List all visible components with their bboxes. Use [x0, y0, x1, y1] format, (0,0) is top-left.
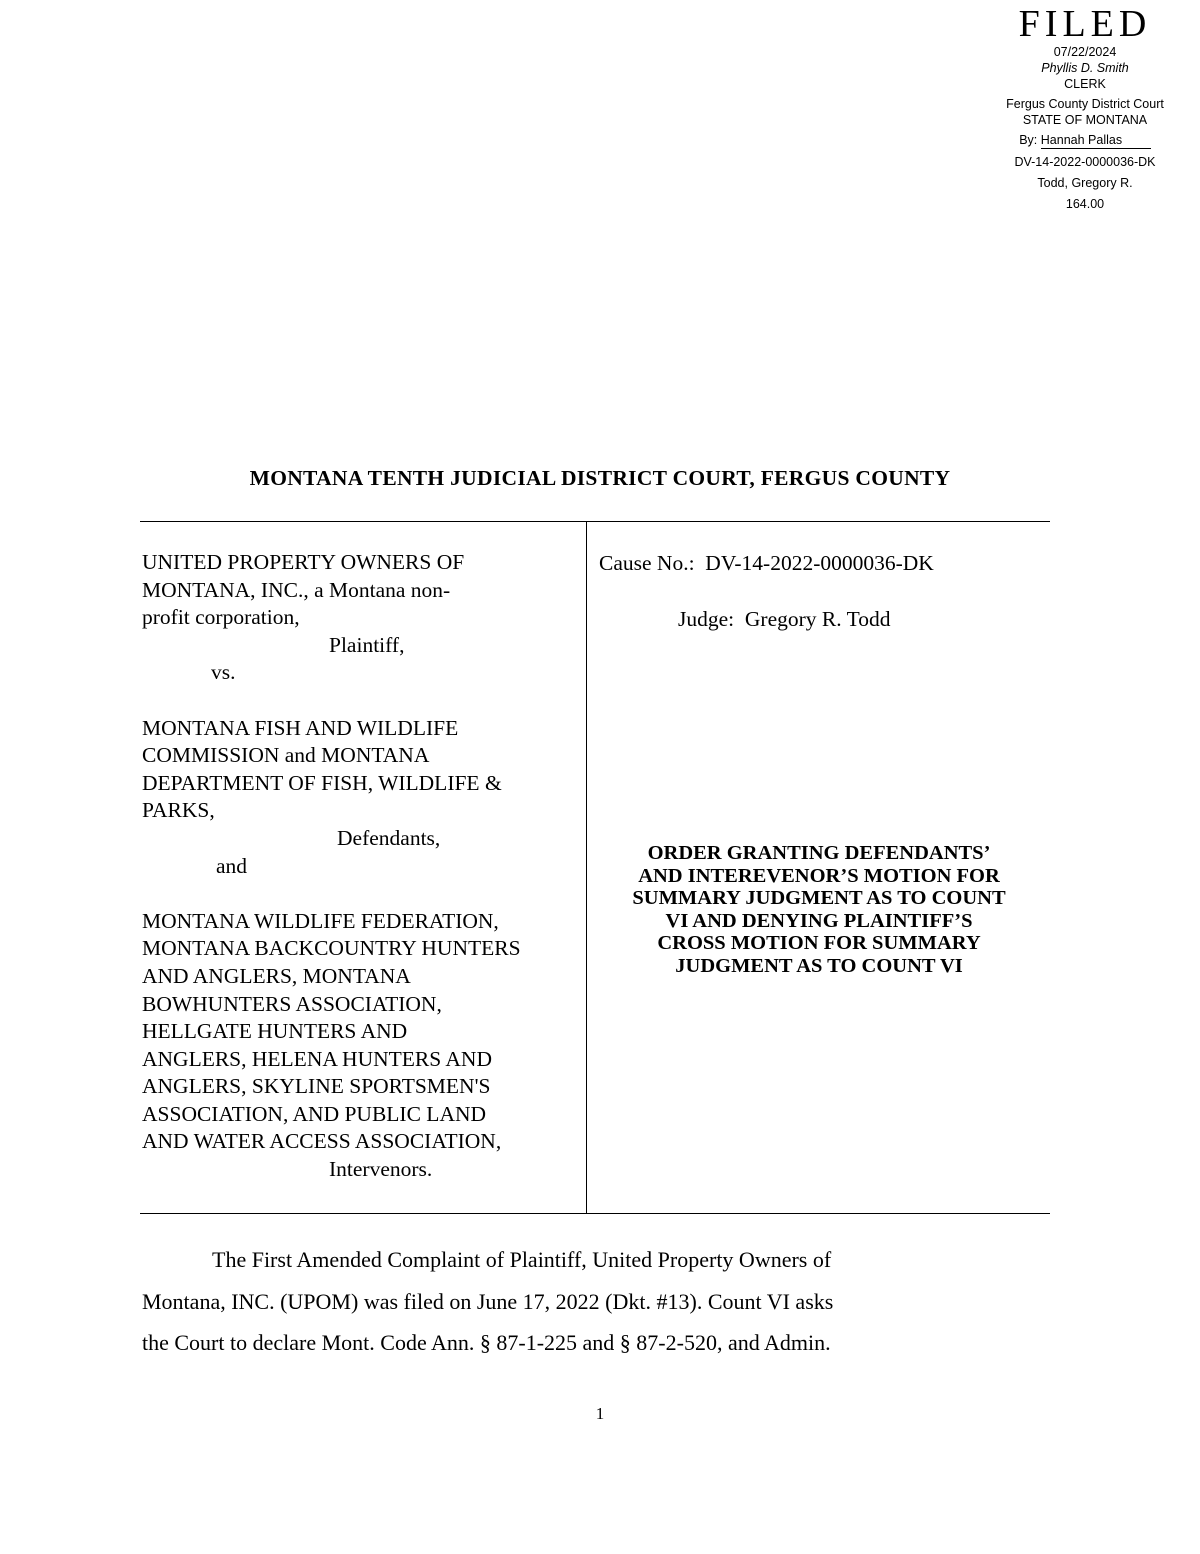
body-line: the Court to declare Mont. Code Ann. § 87-1-225 and § 87-2-520, and Admin.: [142, 1330, 831, 1355]
order-title-line: JUDGMENT AS TO COUNT VI: [675, 954, 963, 977]
defendant-line: PARKS,: [142, 798, 215, 823]
stamp-court: Fergus County District Court: [1006, 97, 1164, 111]
filed-heading: FILED: [1018, 3, 1152, 45]
intervenor-line: MONTANA BACKCOUNTRY HUNTERS: [142, 936, 521, 961]
intervenor-line: BOWHUNTERS ASSOCIATION,: [142, 991, 442, 1016]
cause-number-line: [599, 549, 1049, 577]
defendant-line: COMMISSION and MONTANA: [142, 743, 430, 768]
court-title: MONTANA TENTH JUDICIAL DISTRICT COURT, FERGUS COUNTY: [249, 466, 951, 490]
intervenor-line: ANGLERS, SKYLINE SPORTSMEN'S: [142, 1074, 491, 1099]
plaintiff-role: Plaintiff,: [329, 632, 405, 657]
judge-line: [678, 605, 891, 633]
order-title-line: AND INTEREVENOR’S MOTION FOR: [638, 864, 1000, 887]
order-title-line: VI AND DENYING PLAINTIFF’S: [665, 909, 973, 932]
filed-date: 07/22/2024: [1053, 45, 1117, 59]
order-title: [588, 842, 1050, 978]
case-caption-parties: [142, 549, 587, 1184]
caption-top-rule: [140, 521, 1050, 522]
filing-stamp: [990, 4, 1180, 212]
body-line: Montana, INC. (UPOM) was filed on June 17, 2022 (Dkt. #13). Count VI asks: [142, 1288, 834, 1314]
caption-bottom-rule: [140, 1213, 1050, 1214]
stamp-case-number: DV-14-2022-0000036-DK: [1014, 155, 1156, 169]
stamp-by-line: [990, 132, 1180, 149]
intervenor-line: ANGLERS, HELENA HUNTERS AND: [142, 1046, 492, 1071]
plaintiff-line: UNITED PROPERTY OWNERS OF: [142, 550, 465, 574]
defendant-role: Defendants,: [337, 825, 441, 850]
stamp-state: STATE OF MONTANA: [1022, 113, 1148, 127]
body-paragraph: [142, 1239, 1052, 1364]
stamp-code: 164.00: [1065, 197, 1105, 211]
and-label: and: [216, 853, 248, 878]
defendant-line: MONTANA FISH AND WILDLIFE: [142, 715, 459, 740]
intervenor-line: HELLGATE HUNTERS AND: [142, 1019, 408, 1044]
intervenor-line: AND WATER ACCESS ASSOCIATION,: [142, 1129, 502, 1154]
stamp-by-name: Hannah Pallas: [1041, 132, 1151, 149]
plaintiff-line: MONTANA, INC., a Montana non-: [142, 577, 451, 602]
plaintiff-line: profit corporation,: [142, 605, 300, 630]
order-title-line: SUMMARY JUDGMENT AS TO COUNT: [632, 887, 1006, 910]
order-title-line: ORDER GRANTING DEFENDANTS’: [647, 842, 991, 864]
order-title-line: CROSS MOTION FOR SUMMARY: [657, 932, 981, 955]
judge-label: Judge:: [678, 607, 735, 631]
defendant-line: DEPARTMENT OF FISH, WILDLIFE &: [142, 770, 502, 795]
body-line: The First Amended Complaint of Plaintiff, United Property Owners of: [212, 1247, 832, 1272]
intervenor-role: Intervenors.: [329, 1157, 433, 1182]
stamp-judge: Todd, Gregory R.: [1037, 176, 1133, 190]
intervenor-line: AND ANGLERS, MONTANA: [142, 963, 411, 988]
clerk-title: CLERK: [1064, 77, 1106, 91]
cause-number: DV-14-2022-0000036-DK: [705, 551, 934, 575]
judge-name: Gregory R. Todd: [744, 607, 891, 631]
clerk-name: Phyllis D. Smith: [1041, 61, 1129, 75]
intervenor-line: ASSOCIATION, AND PUBLIC LAND: [142, 1101, 487, 1126]
stamp-by-label: By:: [1019, 133, 1038, 147]
intervenor-line: MONTANA WILDLIFE FEDERATION,: [142, 908, 499, 933]
versus-label: vs.: [211, 660, 236, 685]
page-number: 1: [595, 1404, 605, 1423]
cause-label: Cause No.:: [599, 551, 695, 575]
